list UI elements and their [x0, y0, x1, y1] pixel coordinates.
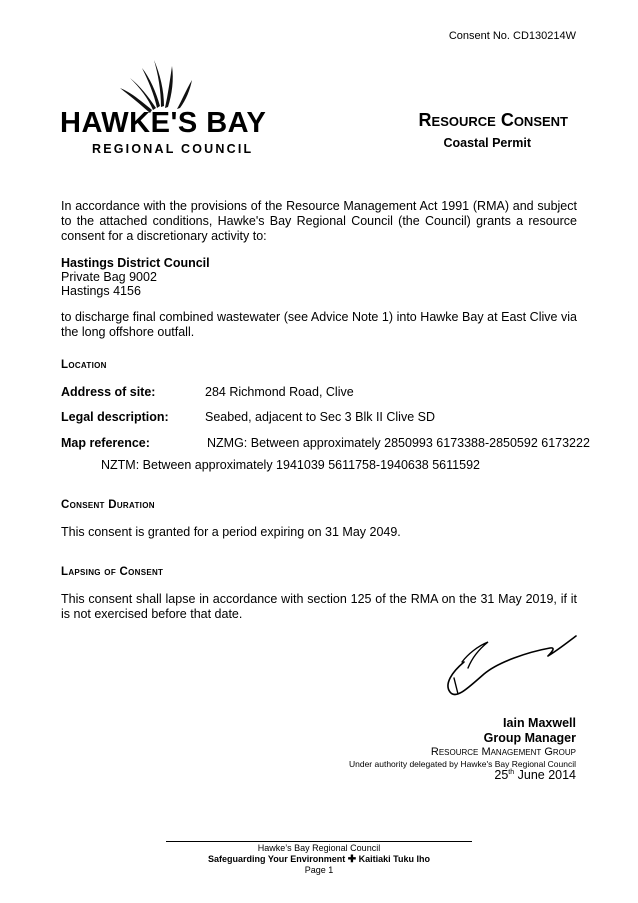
signatory-name: Iain Maxwell — [503, 716, 576, 730]
signatory-group: Resource Management Group — [430, 746, 576, 758]
map-reference-label: Map reference: — [61, 436, 150, 450]
document-title: Resource Consent — [418, 110, 568, 130]
cross-icon: ✚ — [347, 854, 357, 865]
signatory-role: Group Manager — [483, 731, 576, 745]
signatory-authority: Under authority delegated by Hawke's Bay Regional Council — [348, 759, 576, 769]
footer-divider — [166, 841, 472, 842]
recipient-address-line2: Hastings 4156 — [61, 284, 141, 298]
intro-paragraph: In accordance with the provisions of the Resource Management Act 1991 (RMA) and subject to the attached conditions, Hawke's Bay Regional Council (the Council) grants a resource consent for a discretionary activity to: — [61, 199, 577, 243]
lapsing-text: This consent shall lapse in accordance with section 125 of the RMA on the 31 May 2019, if it is not exercised before that date. — [61, 592, 577, 621]
legal-description-value: Seabed, adjacent to Sec 3 Blk II Clive SD — [205, 410, 435, 424]
recipient-name: Hastings District Council — [61, 256, 210, 270]
map-reference-nzmg: NZMG: Between approximately 2850993 6173388-2850592 6173222 — [207, 436, 590, 450]
consent-duration-heading: Consent Duration — [61, 499, 155, 511]
logo-name: HAWKE'S BAY — [60, 107, 267, 139]
date-day: 25 — [494, 768, 509, 782]
footer-org: Hawke’s Bay Regional Council — [257, 843, 381, 853]
location-heading: Location — [61, 359, 107, 371]
footer-slogan-right: Kaitiaki Tuku Iho — [358, 854, 430, 864]
footer-page-number: Page 1 — [304, 865, 334, 875]
consent-duration-text: This consent is granted for a period expiring on 31 May 2049. — [61, 525, 401, 539]
date-month-year: June 2014 — [514, 768, 576, 782]
legal-description-label: Legal description: — [61, 410, 169, 424]
lapsing-heading: Lapsing of Consent — [61, 566, 164, 578]
address-value: 284 Richmond Road, Clive — [205, 385, 354, 399]
activity-paragraph: to discharge final combined wastewater (see Advice Note 1) into Hawke Bay at East Clive via the long offshore outfall. — [61, 310, 577, 339]
footer-slogan-left: Safeguarding Your Environment — [208, 854, 346, 864]
signature — [438, 628, 580, 702]
logo-subtitle: REGIONAL COUNCIL — [92, 142, 254, 156]
signature-date — [494, 768, 576, 782]
footer-slogan — [166, 854, 472, 865]
map-reference-nztm: NZTM: Between approximately 1941039 5611758-1940638 5611592 — [101, 458, 480, 472]
document-subtitle: Coastal Permit — [443, 136, 531, 150]
address-label: Address of site: — [61, 385, 156, 399]
date-suffix: th — [508, 768, 515, 776]
consent-number: Consent No. CD130214W — [448, 30, 576, 42]
recipient-address-line1: Private Bag 9002 — [61, 270, 157, 284]
